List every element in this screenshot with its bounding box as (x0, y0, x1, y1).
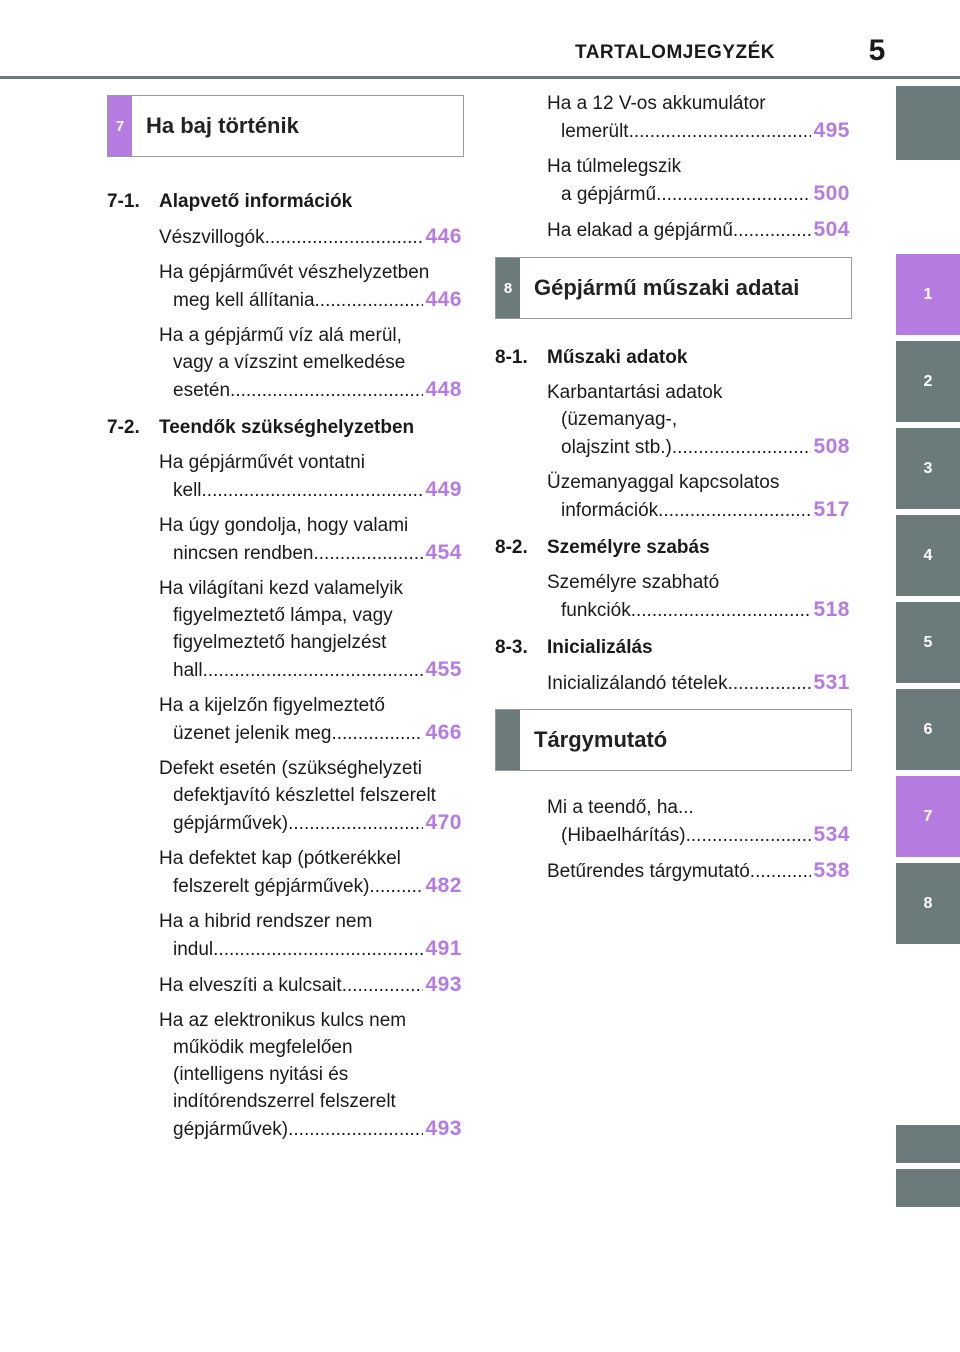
toc-entry-text: Ha elakad a gépjármű (547, 220, 733, 241)
dot-leader (202, 477, 424, 504)
dot-leader (230, 377, 423, 404)
toc-entry-text: (üzemanyag-, (561, 409, 678, 430)
index-section-heading[interactable] (495, 709, 852, 771)
toc-entry-text: Betűrendes tárgymutató (547, 861, 750, 882)
index-section-title: Tárgymutató (534, 727, 668, 752)
page-link[interactable]: 504 (813, 218, 850, 241)
page-link[interactable]: 491 (425, 937, 462, 960)
page-link[interactable]: 466 (425, 721, 462, 744)
toc-entry[interactable] (495, 857, 850, 885)
toc-entry-text: Ha elveszíti a kulcsait (159, 975, 342, 996)
toc-entry[interactable] (495, 569, 850, 624)
page-link[interactable]: 454 (425, 541, 462, 564)
page-link[interactable]: 500 (813, 182, 850, 205)
dot-leader (203, 657, 424, 684)
dot-leader (288, 1116, 423, 1143)
subsection-number: 8-1. (495, 347, 528, 368)
page-link[interactable]: 455 (425, 658, 462, 681)
side-tab-4[interactable]: 4 (896, 515, 960, 596)
toc-entry[interactable] (107, 692, 462, 747)
section-8-title: Gépjármű műszaki adatai (534, 275, 800, 300)
toc-entry-text: Ha a hibrid rendszer nem (159, 911, 373, 932)
side-tab-2[interactable]: 2 (896, 341, 960, 422)
section-7-number: 7 (108, 96, 132, 156)
side-tab-5[interactable]: 5 (896, 602, 960, 683)
subsection-title: Inicializálás (547, 637, 653, 658)
subsection-8-1[interactable] (495, 344, 850, 371)
dot-leader (733, 217, 812, 244)
toc-entry[interactable] (107, 259, 462, 314)
side-tab-blank-lower-2[interactable] (896, 1169, 960, 1207)
dot-leader (314, 540, 424, 567)
subsection-8-2[interactable] (495, 534, 850, 561)
page-link[interactable]: 493 (425, 1117, 462, 1140)
toc-entry-text: Inicializálandó tételek (547, 673, 728, 694)
toc-entry[interactable] (495, 669, 850, 697)
right-column-top (495, 82, 850, 244)
toc-entry-text: Ha gépjárművét vészhelyzetben (159, 262, 430, 283)
toc-entry[interactable] (107, 755, 462, 837)
subsection-title: Teendők szükséghelyzetben (159, 417, 415, 438)
side-tab-7[interactable]: 7 (896, 776, 960, 857)
toc-entry-text: Mi a teendő, ha... (547, 797, 694, 818)
page-link[interactable]: 495 (813, 119, 850, 142)
page-link[interactable]: 449 (425, 478, 462, 501)
toc-entry-text: a gépjármű (561, 184, 657, 205)
toc-entry[interactable] (495, 794, 850, 849)
toc-entry-text: Ha úgy gondolja, hogy valami (159, 515, 409, 536)
toc-entry[interactable] (495, 90, 850, 145)
section-8-heading[interactable] (495, 257, 852, 319)
toc-entry[interactable] (107, 971, 462, 999)
dot-leader (656, 181, 811, 208)
toc-entry[interactable] (107, 908, 462, 963)
toc-entry-text: gépjárművek) (173, 1119, 289, 1140)
toc-entry-text: Ha a kijelzőn figyelmeztető (159, 695, 385, 716)
page-link[interactable]: 446 (425, 288, 462, 311)
subsection-number: 7-2. (107, 417, 140, 438)
toc-entry-text: figyelmeztető lámpa, vagy (173, 605, 393, 626)
dot-leader (315, 287, 424, 314)
subsection-title: Alapvető információk (159, 191, 353, 212)
side-tab-3[interactable]: 3 (896, 428, 960, 509)
subsection-title: Műszaki adatok (547, 347, 688, 368)
subsection-number: 7-1. (107, 191, 140, 212)
dot-leader (342, 972, 424, 999)
toc-entry[interactable] (107, 449, 462, 504)
toc-entry[interactable] (495, 379, 850, 461)
subsection-7-2[interactable] (107, 414, 462, 441)
dot-leader (686, 822, 812, 849)
side-tab-blank-lower-1[interactable] (896, 1125, 960, 1163)
toc-entry-text: felszerelt gépjárművek) (173, 876, 370, 897)
toc-entry-text: gépjárművek) (173, 813, 289, 834)
toc-entry-text: információk (561, 500, 659, 521)
toc-entry-text: indítórendszerrel felszerelt (173, 1091, 396, 1112)
toc-entry-text: (intelligens nyitási és (173, 1064, 349, 1085)
side-tab-6[interactable]: 6 (896, 689, 960, 770)
page-number: 5 (868, 34, 886, 67)
toc-entry-text: Ha defektet kap (pótkerékkel (159, 848, 401, 869)
toc-entry[interactable] (495, 153, 850, 208)
toc-entry[interactable] (107, 512, 462, 567)
side-tab-8[interactable]: 8 (896, 863, 960, 944)
toc-entry-text: Karbantartási adatok (547, 382, 723, 403)
toc-entry[interactable] (107, 1007, 462, 1143)
dot-leader (750, 858, 812, 885)
toc-entry-text: üzenet jelenik meg (173, 723, 332, 744)
subsection-7-1[interactable] (107, 188, 462, 215)
subsection-number: 8-3. (495, 637, 528, 658)
dot-leader (213, 936, 423, 963)
dot-leader (331, 720, 423, 747)
page-link[interactable]: 517 (813, 498, 850, 521)
toc-entry-text: működik megfelelően (173, 1037, 353, 1058)
subsection-number: 8-2. (495, 537, 528, 558)
toc-entry-text: Ha világítani kezd valamelyik (159, 578, 403, 599)
toc-entry-text: Ha túlmelegszik (547, 156, 682, 177)
page-link[interactable]: 446 (425, 225, 462, 248)
page-link[interactable]: 448 (425, 378, 462, 401)
section-7-title: Ha baj történik (146, 113, 299, 138)
toc-entry-text: funkciók (561, 600, 631, 621)
toc-entry-text: indul (173, 939, 214, 960)
dot-leader (288, 810, 423, 837)
toc-entry-text: Defekt esetén (szükséghelyzeti (159, 758, 422, 779)
toc-entry-text: Személyre szabható (547, 572, 720, 593)
right-column-index (495, 786, 850, 885)
side-tab-blank[interactable] (896, 86, 960, 160)
subsection-8-3[interactable] (495, 634, 850, 661)
toc-entry-text: lemerült (561, 121, 629, 142)
page-link[interactable]: 508 (813, 435, 850, 458)
page-link[interactable]: 518 (813, 598, 850, 621)
toc-entry-text: Üzemanyaggal kapcsolatos (547, 472, 780, 493)
page-link[interactable]: 470 (425, 811, 462, 834)
toc-entry-text: vagy a vízszint emelkedése (173, 352, 406, 373)
toc-entry-text: figyelmeztető hangjelzést (173, 632, 387, 653)
page-link[interactable]: 531 (813, 671, 850, 694)
toc-entry-text: defektjavító készlettel felszerelt (173, 785, 436, 806)
left-column (107, 178, 462, 1143)
toc-entry-text: meg kell állítania (173, 290, 315, 311)
toc-entry[interactable] (107, 575, 462, 684)
side-tab-1[interactable]: 1 (896, 254, 960, 335)
toc-entry[interactable] (107, 322, 462, 404)
page-link[interactable]: 482 (425, 874, 462, 897)
page-link[interactable]: 534 (813, 823, 850, 846)
index-section-marker (496, 710, 520, 770)
page-link[interactable]: 493 (425, 973, 462, 996)
toc-entry-text: hall (173, 660, 203, 681)
toc-entry-text: Vészvillogók (159, 227, 265, 248)
toc-entry-text: Ha a gépjármű víz alá merül, (159, 325, 402, 346)
toc-entry[interactable] (107, 223, 462, 251)
dot-leader (369, 873, 423, 900)
dot-leader (728, 670, 812, 697)
toc-entry[interactable] (495, 469, 850, 524)
header-title: TARTALOMJEGYZÉK (575, 42, 775, 63)
page-link[interactable]: 538 (813, 859, 850, 882)
toc-entry-text: Ha az elektronikus kulcs nem (159, 1010, 407, 1031)
dot-leader (631, 597, 812, 624)
dot-leader (658, 497, 811, 524)
toc-entry-text: Ha gépjárművét vontatni (159, 452, 365, 473)
toc-entry-text: olajszint stb.) (561, 437, 672, 458)
section-7-heading[interactable] (107, 95, 464, 157)
subsection-title: Személyre szabás (547, 537, 710, 558)
toc-entry[interactable] (495, 216, 850, 244)
toc-entry-text: esetén (173, 380, 231, 401)
header-rule (0, 76, 960, 79)
dot-leader (672, 434, 812, 461)
dot-leader (265, 224, 424, 251)
dot-leader (629, 118, 812, 145)
right-column-sec8 (495, 334, 850, 697)
toc-entry-text: nincsen rendben (173, 543, 314, 564)
toc-entry-text: kell (173, 480, 202, 501)
toc-entry[interactable] (107, 845, 462, 900)
section-8-number: 8 (496, 258, 520, 318)
toc-entry-text: Ha a 12 V-os akkumulátor (547, 93, 766, 114)
toc-entry-text: (Hibaelhárítás) (561, 825, 686, 846)
